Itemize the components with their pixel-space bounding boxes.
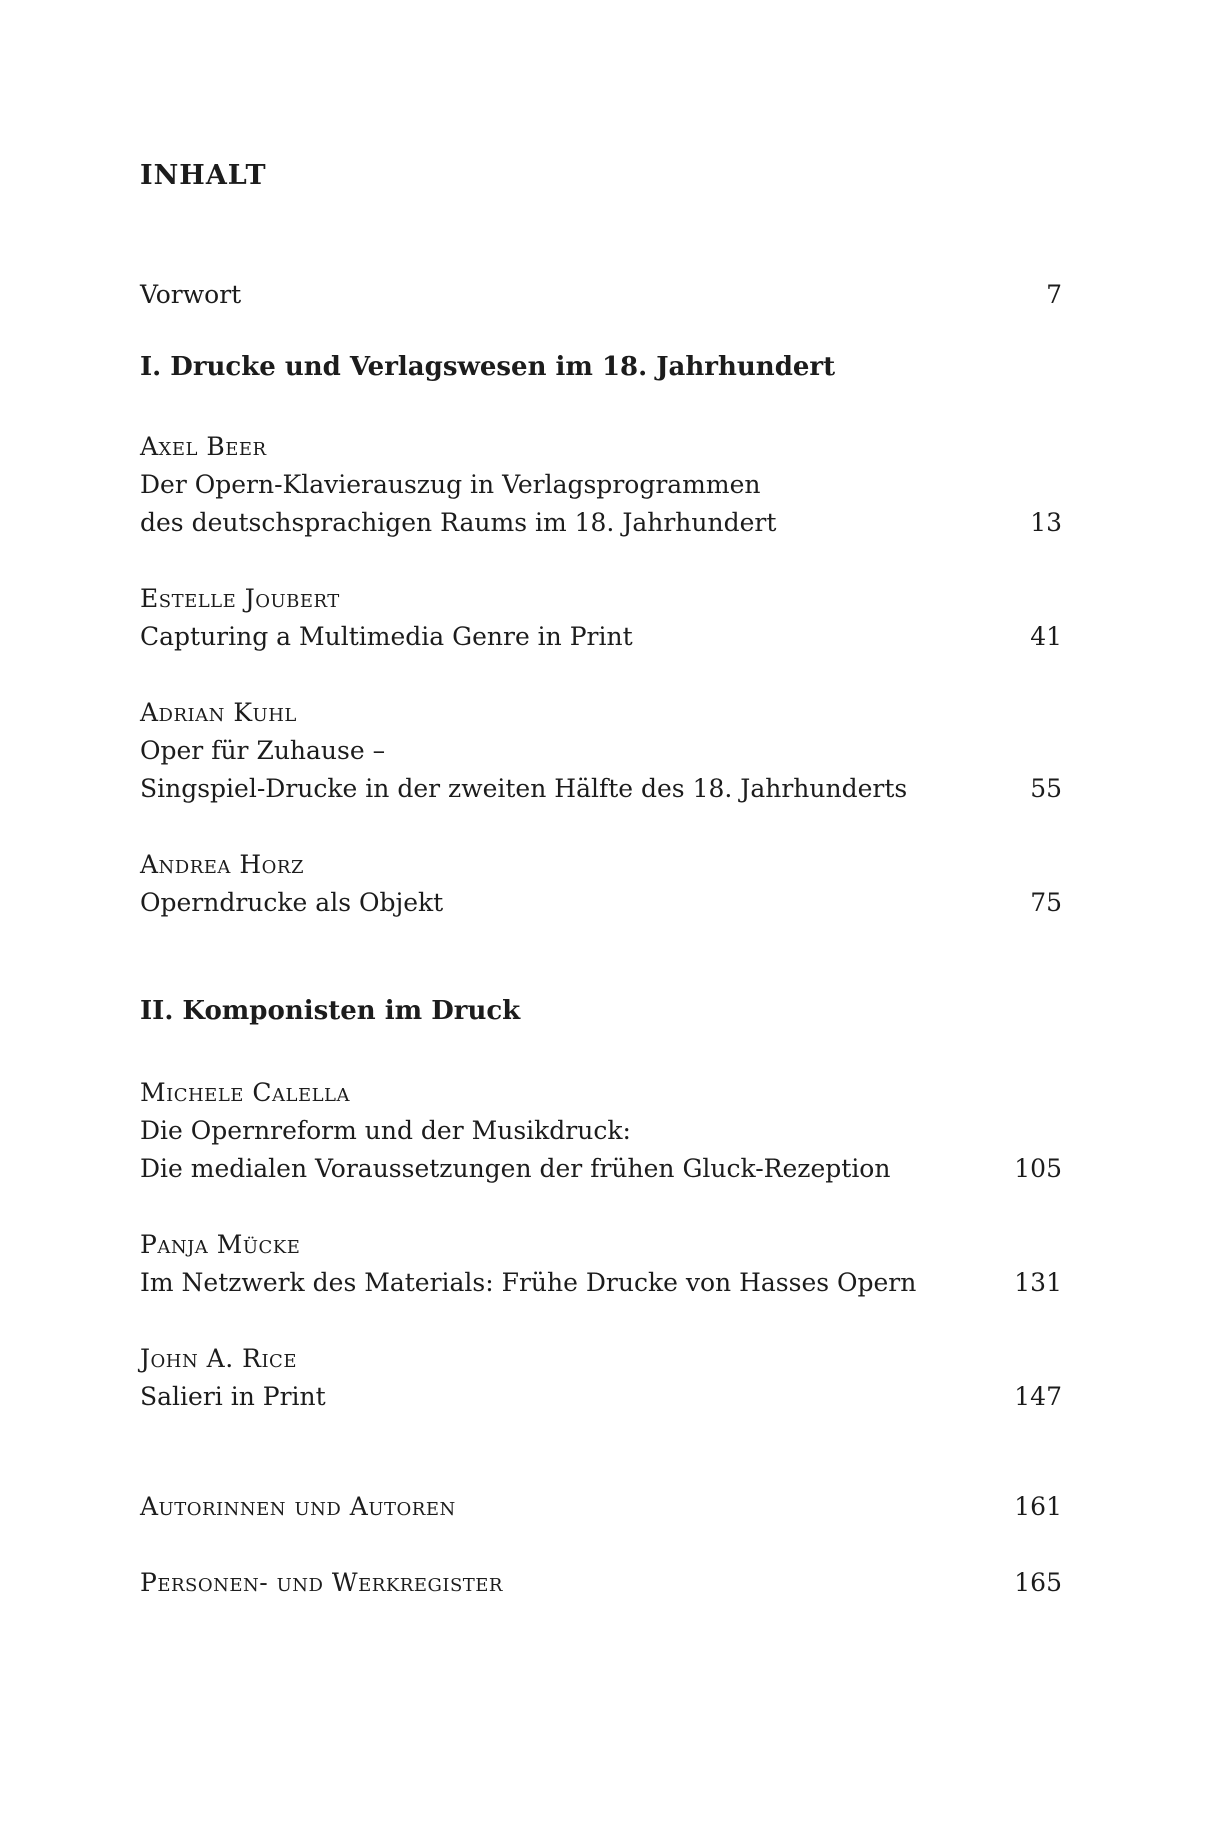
entry-title: Oper für Zuhause –	[140, 736, 386, 765]
entry-title-line	[140, 1112, 1062, 1150]
entry-page: 13	[1030, 508, 1062, 537]
entry-title-line	[140, 884, 1062, 922]
entry-title-line	[140, 466, 1062, 504]
entry-title-line	[140, 504, 1062, 542]
appendix-page: 161	[1014, 1492, 1062, 1521]
entry-title: Im Netzwerk des Materials: Frühe Drucke von Hasses Opern	[140, 1268, 917, 1297]
entry-title-line	[140, 770, 1062, 808]
entry-title: Die medialen Voraussetzungen der frühen Gluck-Rezeption	[140, 1154, 891, 1183]
entry-author: John A. Rice	[140, 1344, 297, 1373]
appendix-page: 165	[1014, 1568, 1062, 1597]
entry-author: Andrea Horz	[140, 850, 304, 879]
toc-entry-horz	[140, 846, 1062, 922]
entry-author: Michele Calella	[140, 1078, 350, 1107]
entry-title: Singspiel-Drucke in der zweiten Hälfte des 18. Jahrhunderts	[140, 774, 908, 803]
entry-page: 55	[1030, 774, 1062, 803]
toc-row-foreword	[140, 276, 1062, 314]
foreword-title: Vorwort	[140, 280, 242, 309]
entry-author: Estelle Joubert	[140, 584, 340, 613]
entry-author: Axel Beer	[140, 432, 267, 461]
entry-title: Operndrucke als Objekt	[140, 888, 444, 917]
toc-row-index	[140, 1564, 1062, 1602]
toc-entry-kuhl	[140, 694, 1062, 808]
entry-page: 75	[1030, 888, 1062, 917]
section-heading-2: II. Komponisten im Druck	[140, 996, 521, 1026]
entry-title: Capturing a Multimedia Genre in Print	[140, 622, 633, 651]
toc-row-authors	[140, 1488, 1062, 1526]
entry-author: Adrian Kuhl	[140, 698, 297, 727]
foreword-page: 7	[1046, 280, 1062, 309]
appendix-title: Autorinnen und Autoren	[140, 1492, 456, 1521]
toc-entry-joubert	[140, 580, 1062, 656]
toc-heading: INHALT	[140, 160, 267, 191]
toc-entry-muecke	[140, 1226, 1062, 1302]
entry-title-line	[140, 618, 1062, 656]
entry-title-line	[140, 1264, 1062, 1302]
entry-page: 147	[1014, 1382, 1062, 1411]
entry-page: 105	[1014, 1154, 1062, 1183]
entry-title-line	[140, 732, 1062, 770]
toc-entry-rice	[140, 1340, 1062, 1416]
toc-entry-beer	[140, 428, 1062, 542]
entry-title-line	[140, 1378, 1062, 1416]
entry-title: Der Opern-Klavierauszug in Verlagsprogrammen	[140, 470, 761, 499]
appendix-title: Personen- und Werkregister	[140, 1568, 503, 1597]
entry-author: Panja Mücke	[140, 1230, 301, 1259]
entry-title: des deutschsprachigen Raums im 18. Jahrhundert	[140, 508, 777, 537]
entry-title: Die Opernreform und der Musikdruck:	[140, 1116, 631, 1145]
entry-page: 41	[1030, 622, 1062, 651]
entry-page: 131	[1014, 1268, 1062, 1297]
entry-title-line	[140, 1150, 1062, 1188]
entry-title: Salieri in Print	[140, 1382, 326, 1411]
toc-entry-calella	[140, 1074, 1062, 1188]
section-heading-1: I. Drucke und Verlagswesen im 18. Jahrhundert	[140, 352, 836, 382]
